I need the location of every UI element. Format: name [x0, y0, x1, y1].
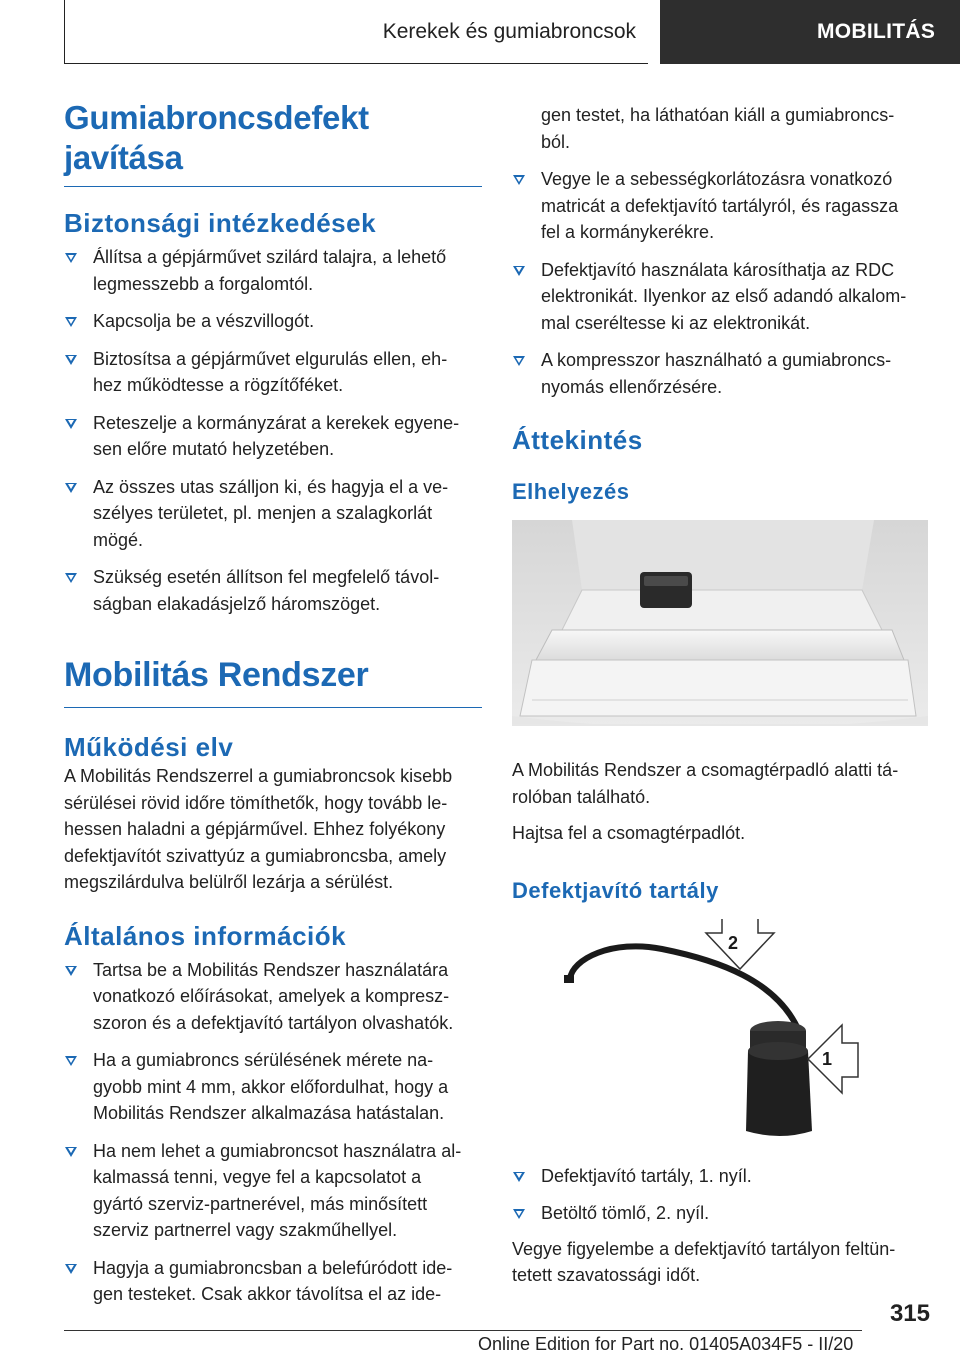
page-header [0, 0, 960, 66]
text-line: Biztosítsa a gépjárművet elgurulás ellen, eh- [93, 348, 448, 369]
text-line: sérülései rövid időre tömíthetők, hogy tovább le- [64, 792, 448, 813]
text-line: gen testet, ha láthatóan kiáll a gumiabroncs- [541, 105, 895, 125]
trunk-illustration [512, 520, 928, 736]
text-line: ból. [541, 131, 571, 152]
text-line: elektronikát. Ilyenkor az első adandó alkalom- [541, 286, 907, 306]
list-item [64, 410, 482, 463]
text-line: Defektjavító használata károsíthatja az RDC [541, 259, 895, 280]
text-line: defektjavítót szivattyúz a gumiabroncsba, amely [64, 845, 447, 866]
list-item [64, 244, 482, 297]
text-line: megszilárdulva belülről lezárja a sérülést. [64, 872, 394, 892]
left-column [64, 98, 482, 1319]
text-line: tetett szavatossági időt. [512, 1265, 701, 1285]
container-text [512, 1236, 930, 1289]
text-line: sen előre mutató helyzetében. [93, 439, 335, 459]
text-line: hessen haladni a gépjárművel. Ehhez folyékony [64, 819, 446, 839]
principle-text [64, 763, 482, 896]
list-item [64, 474, 482, 554]
text-line: ságban elakadásjelző háromszöget. [93, 593, 381, 614]
text-line: Ha nem lehet a gumiabroncsot használatra al- [93, 1140, 462, 1161]
bullet-triangle-icon [513, 356, 525, 366]
bullet-triangle-icon [513, 1209, 525, 1219]
text-line: Betöltő tömlő, 2. nyíl. [541, 1203, 710, 1223]
text-line: szélyes területet, pl. menjen a szalagkorlát [93, 503, 433, 523]
bullet-triangle-icon [65, 355, 77, 365]
text-line: hez működtesse a rögzítőféket. [93, 375, 344, 395]
text-line: Tartsa be a Mobilitás Rendszer használatára [93, 959, 449, 980]
list-item [512, 166, 930, 246]
safety-heading: Biztonsági intézkedések [64, 208, 377, 238]
list-item [64, 957, 482, 1037]
page-number: 315 [889, 1300, 930, 1327]
list-item [64, 308, 482, 335]
text-line: gyártó szerviz-partnerével, más minősített [93, 1193, 428, 1214]
text-line: Az összes utas szálljon ki, és hagyja el a ve- [93, 476, 449, 497]
list-item [64, 1047, 482, 1127]
general-info-list [64, 957, 482, 1308]
text-line: Defektjavító tartály, 1. nyíl. [541, 1165, 752, 1186]
list-item [64, 564, 482, 617]
text-line: vonatkozó előírásokat, amelyek a kompresz- [93, 986, 450, 1006]
text-line: nyomás ellenőrzésére. [541, 376, 723, 397]
right-column [512, 102, 930, 1289]
bullet-triangle-icon [65, 966, 77, 976]
header-chapter-tab: MOBILITÁS [660, 0, 960, 64]
bullet-triangle-icon [513, 175, 525, 185]
text-line: mögé. [93, 529, 144, 550]
text-line: gen testeket. Csak akkor távolítsa el az ide- [93, 1284, 442, 1304]
bullet-triangle-icon [513, 1172, 525, 1182]
container-heading: Defektjavító tartály [512, 877, 719, 903]
text-line: gyobb mint 4 mm, akkor előfordulhat, hogy a [93, 1076, 449, 1097]
right-list [512, 166, 930, 400]
text-line: Kapcsolja be a vészvillogót. [93, 311, 315, 331]
text-line: Vegye figyelembe a defektjavító tartályon feltün- [512, 1238, 896, 1259]
general-info-heading: Általános információk [64, 920, 347, 951]
text-line: Hagyja a gumiabroncsban a belefúródott ide- [93, 1257, 453, 1278]
list-item [512, 1163, 930, 1190]
text-line: A Mobilitás Rendszer a csomagtérpadló alatti tá- [512, 760, 899, 780]
text-line: Szükség esetén állítson fel megfelelő távol- [93, 567, 440, 587]
text-line: szoron és a defektjavító tartályon olvashatók. [93, 1012, 454, 1033]
text-line: matricát a defektjavító tartályról, és ragassza [541, 195, 899, 216]
list-item [512, 347, 930, 400]
continued-list-item [512, 102, 930, 155]
container-list [512, 1163, 930, 1227]
page-title-line2: javítása [64, 139, 183, 176]
sealant-container-image [512, 919, 928, 1149]
list-item [512, 1200, 930, 1227]
text-line: szerviz partnerrel vagy szakműhellyel. [93, 1220, 398, 1240]
text-line: legmesszebb a forgalomtól. [93, 273, 314, 294]
trunk-floor-image [512, 520, 928, 736]
arrow-2-label: 2 [728, 932, 739, 953]
text-line: mal cseréltesse ki az elektronikát. [541, 312, 811, 333]
list-item [512, 257, 930, 337]
bullet-triangle-icon [65, 483, 77, 493]
text-line: A Mobilitás Rendszerrel a gumiabroncsok kisebb [64, 766, 453, 786]
location-text-2: Hajtsa fel a csomagtérpadlót. [512, 823, 746, 843]
mobility-system-title: Mobilitás Rendszer [64, 655, 482, 708]
footer-divider [64, 1330, 862, 1331]
text-line: Vegye le a sebességkorlátozásra vonatkozó [541, 169, 893, 189]
text-line: Reteszelje a kormányzárat a kerekek egyene- [93, 412, 460, 433]
arrow-1 [808, 1025, 858, 1093]
list-item [64, 1138, 482, 1244]
principle-heading: Működési elv [64, 732, 234, 762]
text-line: Mobilitás Rendszer alkalmazása hatástalan. [93, 1103, 445, 1123]
text-line: rolóban található. [512, 786, 651, 807]
text-line: Állítsa a gépjárművet szilárd talajra, a lehető [93, 247, 447, 267]
text-line: Ha a gumiabroncs sérülésének mérete na- [93, 1050, 434, 1070]
bullet-triangle-icon [65, 573, 77, 583]
bullet-triangle-icon [65, 419, 77, 429]
bullet-triangle-icon [65, 1264, 77, 1274]
list-item [64, 1255, 482, 1308]
page-title [64, 98, 482, 187]
text-line: fel a kormánykerékre. [541, 222, 715, 242]
bullet-triangle-icon [513, 266, 525, 276]
page-title-line1: Gumiabroncsdefekt [64, 99, 369, 136]
text-line: A kompresszor használható a gumiabroncs- [541, 350, 892, 370]
arrow-1-label: 1 [822, 1048, 833, 1069]
location-heading: Elhelyezés [512, 479, 630, 504]
footer-edition: Online Edition for Part no. 01405A034F5 - II/20 [478, 1334, 854, 1354]
list-item [64, 346, 482, 399]
bullet-triangle-icon [65, 1056, 77, 1066]
bullet-triangle-icon [65, 317, 77, 327]
overview-heading: Áttekintés [512, 425, 643, 455]
header-section-title: Kerekek és gumiabroncsok [64, 0, 648, 64]
location-text [512, 757, 930, 810]
safety-list [64, 244, 482, 617]
container-illustration [512, 919, 928, 1149]
text-line: kalmassá tenni, vegye fel a kapcsolatot a [93, 1167, 422, 1187]
bullet-triangle-icon [65, 253, 77, 263]
bullet-triangle-icon [65, 1147, 77, 1157]
